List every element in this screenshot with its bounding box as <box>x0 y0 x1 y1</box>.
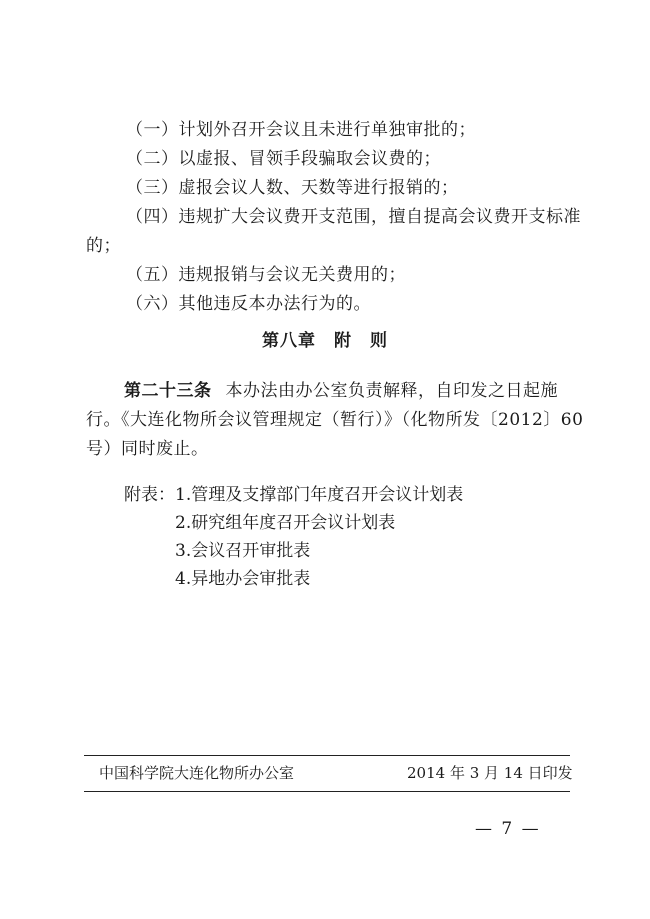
footer-bottom-rule <box>84 791 570 792</box>
article-line-2: 行。《大连化物所会议管理规定（暂行）》（化物所发〔2012〕60 <box>86 410 584 430</box>
footer-date: 2014 年 3 月 14 日印发 <box>407 764 573 782</box>
article-text-1: 本办法由办公室负责解释，自印发之日起施 <box>225 381 558 401</box>
article-title: 第二十三条 <box>124 381 212 401</box>
clause-item-2: （二）以虚报、冒领手段骗取会议费的； <box>126 149 441 169</box>
clause-item-4: （四）违规扩大会议费开支范围，擅自提高会议费开支标准 <box>126 207 581 227</box>
attachment-item-3: 3.会议召开审批表 <box>175 541 311 561</box>
attachment-item-4: 4.异地办会审批表 <box>175 569 311 589</box>
attachment-item-1: 1.管理及支撑部门年度召开会议计划表 <box>175 485 464 505</box>
footer-issuer: 中国科学院大连化物所办公室 <box>99 764 295 782</box>
clause-item-4-continuation: 的； <box>86 236 121 256</box>
page-number: — 7 — <box>475 819 541 839</box>
clause-item-6: （六）其他违反本办法行为的。 <box>126 294 371 314</box>
article-line-1 <box>124 380 558 402</box>
clause-item-3: （三）虚报会议人数、天数等进行报销的； <box>126 178 459 198</box>
article-line-3: 号）同时废止。 <box>86 439 209 459</box>
chapter-title: 第八章 附 则 <box>262 331 388 351</box>
attachment-item-2: 2.研究组年度召开会议计划表 <box>175 513 396 533</box>
clause-item-1: （一）计划外召开会议且未进行单独审批的； <box>126 120 476 140</box>
attachments-label: 附表： <box>124 485 175 505</box>
footer-top-rule <box>84 755 570 756</box>
clause-item-5: （五）违规报销与会议无关费用的； <box>126 265 406 285</box>
